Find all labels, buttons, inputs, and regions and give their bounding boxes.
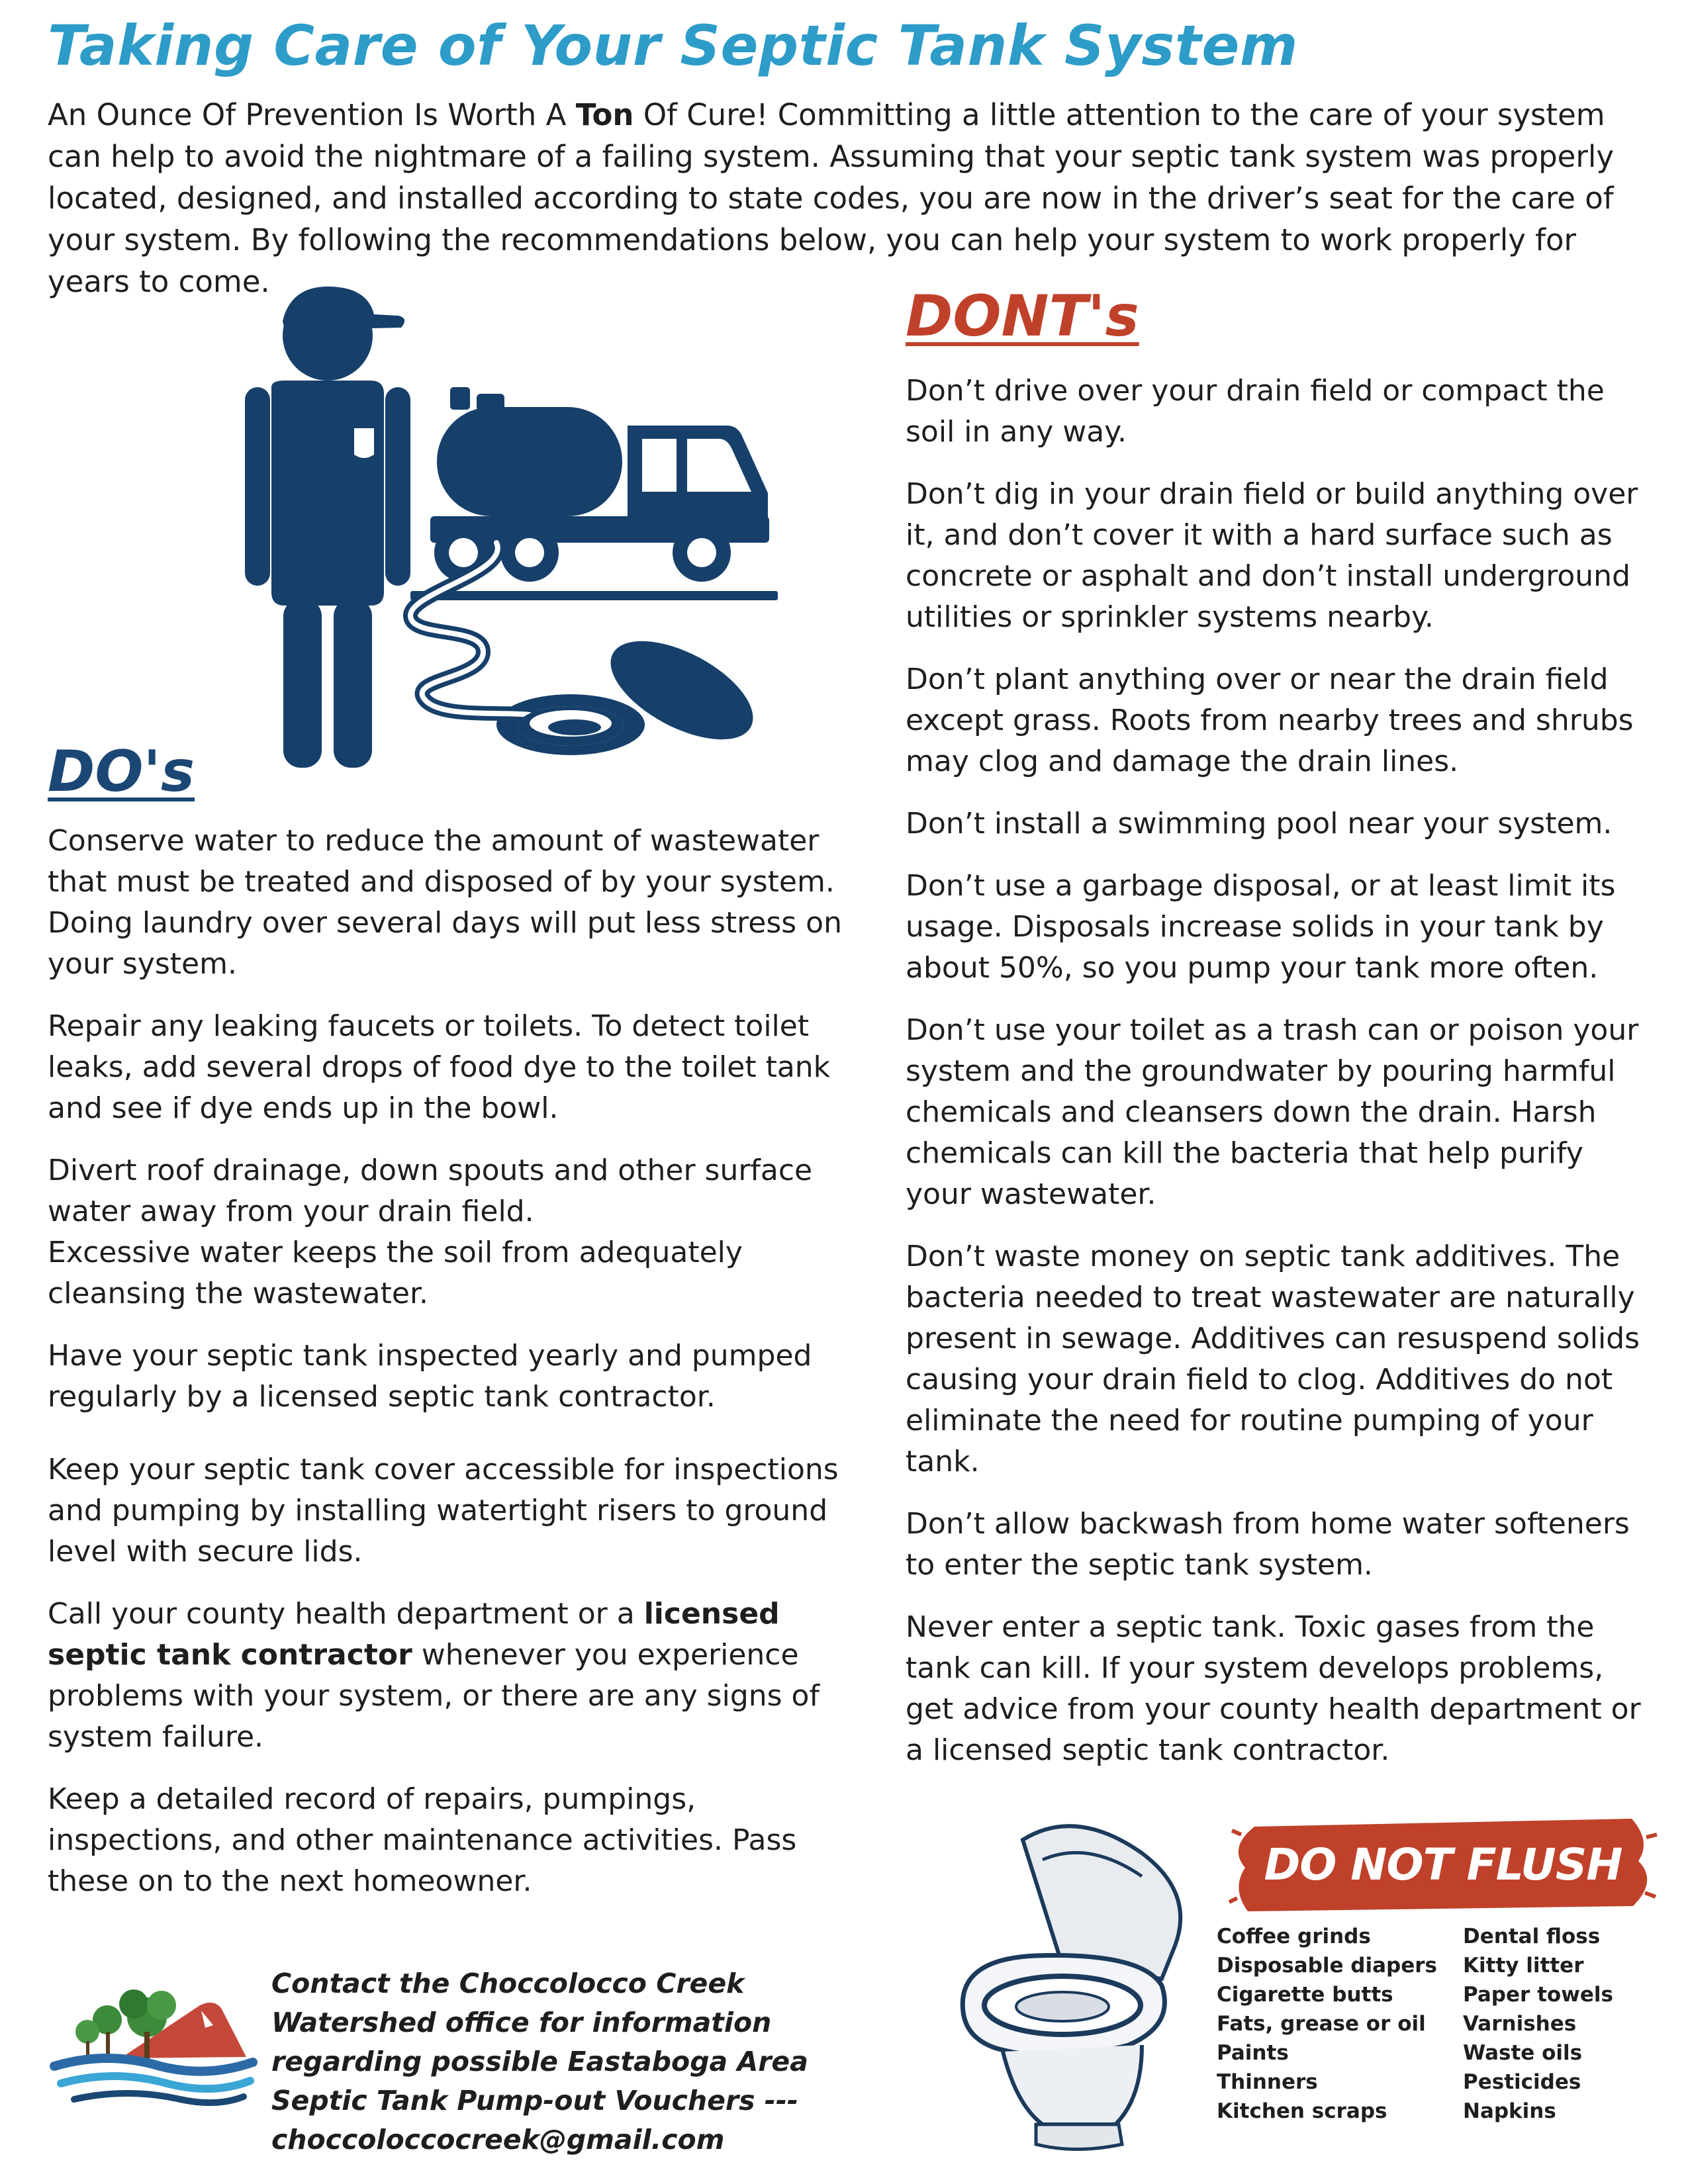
flush-item: Cigarette butts [1217,1983,1393,2007]
do-not-flush-title: DO NOT FLUSH [1264,1839,1622,1890]
do-not-flush-column-1 [1217,1922,1437,2126]
dos-list [48,821,862,1902]
donts-item-garbage-disposal: Don’t use a garbage disposal, or at least limit its usage. Disposals increase solids in your tank by about 50%, so you pump your tank more often. [906,869,1616,985]
flush-item: Kitchen scraps [1217,2099,1387,2123]
dos-item-divert-drainage: Divert roof drainage, down spouts and other surface water away from your drain field. [48,1154,813,1228]
dos-item-call-health-dept [48,1594,862,1758]
flush-item: Waste oils [1463,2041,1583,2065]
flush-item: Paper towels [1463,1983,1613,2007]
toilet-icon [943,1813,1208,2158]
flush-item: Napkins [1463,2099,1556,2123]
dos-item-conserve-water: Conserve water to reduce the amount of wastewater that must be treated and disposed of by your system. Doing laundry over several days will put less stress on your system. [48,824,842,981]
donts-item-backwash: Don’t allow backwash from home water softeners to enter the septic tank system. [906,1507,1630,1582]
dos-call-bold-contractor: licensed septic tank contractor [48,1597,780,1672]
intro-text-end: Of Cure! Committing a little attention to the care of your system can help to avoid the nightmare of a failing system. Assuming that your septic tank system was properly located, designed, and installed according to state codes, you are now in the driver’s seat for the care of your system. By following the recommendations below, you can help your system to work properly for years to come. [48,97,1614,299]
flush-item: Dental floss [1463,1925,1601,1948]
page-title: Taking Care of Your Septic Tank System [48,13,1298,78]
flush-item: Varnishes [1463,2012,1577,2036]
contact-info: Contact the Choccolocco Creek Watershed office for information regarding possible Eastaboga Area Septic Tank Pump-out Vouchers --- choccoloccocreek@gmail.com [271,1968,808,2156]
dos-item-excessive-water: Excessive water keeps the soil from adequately cleansing the wastewater. [48,1236,743,1310]
donts-heading: DONT's [906,283,1139,349]
dos-call-text-end: whenever you experience problems with your system, or there are any signs of system failure. [48,1638,820,1754]
flush-item: Fats, grease or oil [1217,2012,1426,2036]
intro-bold-ton: Ton [575,97,634,132]
septic-worker-truck-icon [245,281,781,781]
watershed-logo [48,1979,259,2111]
donts-list [906,371,1654,1771]
do-not-flush-column-2 [1463,1922,1613,2126]
intro-text-start: An Ounce Of Prevention Is Worth A [48,97,576,132]
intro-paragraph [48,94,1650,302]
donts-item-trash-can: Don’t use your toilet as a trash can or poison your system and the groundwater by pouring harmful chemicals and cleansers down the drain. Harsh chemicals can kill the bacteria that help purify your wastewater. [906,1013,1639,1211]
donts-item-dig: Don’t dig in your drain field or build anything over it, and don’t cover it with a hard surface such as concrete or asphalt and don’t install underground utilities or sprinkler systems nearby. [906,477,1638,634]
flush-item: Kitty litter [1463,1954,1584,1978]
flush-item: Disposable diapers [1217,1954,1437,1978]
flush-item: Thinners [1217,2070,1318,2094]
dos-call-text-start: Call your county health department or a [48,1597,644,1631]
donts-item-pool: Don’t install a swimming pool near your system. [906,807,1613,841]
donts-item-plant: Don’t plant anything over or near the drain field except grass. Roots from nearby trees and shrubs may clog and damage the drain lines. [906,662,1634,778]
dos-item-keep-record: Keep a detailed record of repairs, pumpings, inspections, and other maintenance activities. Pass these on to the next homeowner. [48,1782,797,1898]
dos-heading: DO's [48,739,195,805]
donts-item-never-enter: Never enter a septic tank. Toxic gases from the tank can kill. If your system develops problems, get advice from your county health department or a licensed septic tank contractor. [906,1610,1641,1767]
flush-item: Coffee grinds [1217,1925,1371,1948]
donts-item-additives: Don’t waste money on septic tank additives. The bacteria needed to treat wastewater are naturally present in sewage. Additives can resuspend solids causing your drain field to clog. Additives do not eliminate the need for routine pumping of your tank. [906,1240,1640,1479]
dos-item-cover-accessible: Keep your septic tank cover accessible for inspections and pumping by installing watertight risers to ground level with secure lids. [48,1453,839,1569]
flush-item: Pesticides [1463,2070,1581,2094]
donts-item-drive: Don’t drive over your drain field or compact the soil in any way. [906,374,1605,449]
flush-item: Paints [1217,2041,1289,2065]
dos-item-repair-leaks: Repair any leaking faucets or toilets. To detect toilet leaks, add several drops of food dye to the toilet tank and see if dye ends up in the bowl. [48,1009,831,1125]
dos-item-inspect-pump: Have your septic tank inspected yearly and pumped regularly by a licensed septic tank contractor. [48,1339,812,1414]
